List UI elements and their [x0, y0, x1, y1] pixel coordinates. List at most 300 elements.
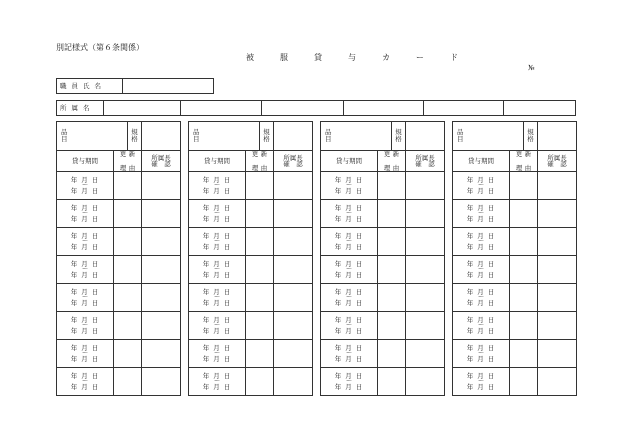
department-field-1[interactable]: [104, 101, 181, 116]
update-reason-cell[interactable]: [378, 340, 406, 368]
tilde-mark: ～: [477, 182, 484, 190]
manager-confirm-cell[interactable]: [142, 284, 181, 312]
end-date-label: 年月日: [70, 355, 103, 364]
tilde-mark: ～: [213, 182, 220, 190]
tilde-mark: ～: [81, 182, 88, 190]
department-label: 所属名: [57, 101, 104, 116]
period-header: 貸与期間: [453, 151, 510, 172]
update-reason-cell[interactable]: [378, 368, 406, 396]
period-header: 貸与期間: [57, 151, 114, 172]
start-date-label: 年月日: [334, 175, 367, 184]
manager-confirm-cell[interactable]: [538, 368, 577, 396]
manager-confirm-cell[interactable]: [274, 312, 313, 340]
update-reason-1a: 更: [383, 150, 391, 158]
start-date-label: 年月日: [70, 315, 103, 324]
table-row: [189, 228, 313, 256]
update-reason-header: [510, 151, 538, 172]
table-row: [57, 256, 181, 284]
tilde-mark: ～: [81, 238, 88, 246]
manager-confirm-cell[interactable]: [274, 284, 313, 312]
manager-confirm-cell[interactable]: [274, 256, 313, 284]
item-cell[interactable]: [321, 122, 392, 151]
loan-card-4: [452, 121, 577, 396]
tilde-mark: ～: [213, 266, 220, 274]
start-date-label: 年月日: [202, 203, 235, 212]
start-date-label: 年月日: [202, 315, 235, 324]
update-reason-1b: 理: [251, 163, 259, 172]
spec-label-1: 規: [131, 128, 138, 137]
spec-label-2: 格: [263, 135, 270, 143]
update-reason-2a: 新: [392, 150, 400, 158]
end-date-label: 年月日: [202, 271, 235, 280]
department-field-6[interactable]: [504, 101, 576, 116]
manager-confirm-cell[interactable]: [406, 368, 445, 396]
manager-confirm-header: [538, 151, 577, 172]
employee-name-label: 職員氏名: [57, 79, 123, 94]
department-table: [56, 100, 576, 116]
update-reason-cell[interactable]: [246, 312, 274, 340]
update-reason-2b: 由: [128, 163, 136, 172]
end-date-label: 年月日: [466, 187, 499, 196]
update-reason-cell[interactable]: [114, 228, 142, 256]
table-row: [57, 172, 181, 200]
start-date-label: 年月日: [466, 231, 499, 240]
spec-label-1: 規: [395, 128, 402, 137]
start-date-label: 年月日: [334, 315, 367, 324]
table-row: [57, 340, 181, 368]
manager-confirm-cell[interactable]: [538, 228, 577, 256]
manager-confirm-cell[interactable]: [274, 200, 313, 228]
end-date-label: 年月日: [466, 215, 499, 224]
end-date-label: 年月日: [202, 383, 235, 392]
period-cell[interactable]: [57, 172, 114, 200]
tilde-mark: ～: [213, 210, 220, 218]
end-date-label: 年月日: [334, 243, 367, 252]
period-cell[interactable]: [321, 368, 378, 396]
tilde-mark: ～: [213, 238, 220, 246]
manager-confirm-cell[interactable]: [538, 284, 577, 312]
tilde-mark: ～: [345, 266, 352, 274]
tilde-mark: ～: [81, 350, 88, 358]
period-cell[interactable]: [189, 172, 246, 200]
tilde-mark: ～: [213, 350, 220, 358]
update-reason-1a: 更: [251, 150, 259, 158]
manager-confirm-cell[interactable]: [142, 368, 181, 396]
tilde-mark: ～: [81, 210, 88, 218]
tilde-mark: ～: [81, 378, 88, 386]
tilde-mark: ～: [345, 350, 352, 358]
manager-confirm-cell[interactable]: [538, 312, 577, 340]
table-row: [321, 200, 445, 228]
start-date-label: 年月日: [202, 231, 235, 240]
end-date-label: 年月日: [70, 271, 103, 280]
manager-confirm-header: [142, 151, 181, 172]
manager-label-2: 確 認: [415, 160, 435, 169]
end-date-label: 年月日: [202, 355, 235, 364]
spec-field[interactable]: [406, 122, 445, 151]
start-date-label: 年月日: [334, 371, 367, 380]
period-cell[interactable]: [321, 172, 378, 200]
table-row: [57, 368, 181, 396]
table-row: [321, 228, 445, 256]
end-date-label: 年月日: [466, 383, 499, 392]
period-cell[interactable]: [57, 200, 114, 228]
update-reason-cell[interactable]: [378, 172, 406, 200]
start-date-label: 年月日: [334, 343, 367, 352]
period-cell[interactable]: [57, 312, 114, 340]
update-reason-cell[interactable]: [378, 256, 406, 284]
tilde-mark: ～: [213, 294, 220, 302]
update-reason-cell[interactable]: [510, 228, 538, 256]
update-reason-2a: 新: [260, 150, 268, 158]
table-row: [189, 172, 313, 200]
tilde-mark: ～: [81, 322, 88, 330]
department-field-2[interactable]: [181, 101, 262, 116]
manager-label-2: 確 認: [547, 160, 567, 169]
period-cell[interactable]: [453, 312, 510, 340]
tilde-mark: ～: [477, 350, 484, 358]
manager-confirm-cell[interactable]: [274, 228, 313, 256]
item-label-1: 品: [325, 128, 332, 137]
tilde-mark: ～: [477, 210, 484, 218]
tilde-mark: ～: [345, 182, 352, 190]
period-cell[interactable]: [321, 284, 378, 312]
manager-confirm-cell[interactable]: [142, 228, 181, 256]
manager-confirm-cell[interactable]: [538, 172, 577, 200]
update-reason-1a: 更: [119, 150, 127, 158]
period-cell[interactable]: [453, 256, 510, 284]
department-field-3[interactable]: [262, 101, 344, 116]
start-date-label: 年月日: [70, 203, 103, 212]
department-field-4[interactable]: [344, 101, 424, 116]
start-date-label: 年月日: [202, 259, 235, 268]
start-date-label: 年月日: [70, 231, 103, 240]
tilde-mark: ～: [213, 322, 220, 330]
period-cell[interactable]: [453, 228, 510, 256]
tilde-mark: ～: [345, 210, 352, 218]
end-date-label: 年月日: [202, 327, 235, 336]
table-row: [453, 340, 577, 368]
period-cell[interactable]: [321, 312, 378, 340]
spec-label-cell: [128, 122, 142, 151]
manager-confirm-cell[interactable]: [406, 312, 445, 340]
spec-label-cell: [392, 122, 406, 151]
end-date-label: 年月日: [202, 215, 235, 224]
spec-label-2: 格: [527, 135, 534, 143]
start-date-label: 年月日: [202, 343, 235, 352]
period-cell[interactable]: [57, 256, 114, 284]
item-cell[interactable]: [189, 122, 260, 151]
manager-confirm-cell[interactable]: [538, 200, 577, 228]
update-reason-cell[interactable]: [246, 256, 274, 284]
start-date-label: 年月日: [334, 231, 367, 240]
period-cell[interactable]: [189, 368, 246, 396]
end-date-label: 年月日: [70, 383, 103, 392]
tilde-mark: ～: [213, 378, 220, 386]
update-reason-cell[interactable]: [246, 284, 274, 312]
table-row: [453, 172, 577, 200]
update-reason-cell[interactable]: [114, 312, 142, 340]
period-cell[interactable]: [321, 340, 378, 368]
update-reason-header: [114, 151, 142, 172]
start-date-label: 年月日: [202, 371, 235, 380]
start-date-label: 年月日: [466, 287, 499, 296]
tilde-mark: ～: [81, 266, 88, 274]
update-reason-cell[interactable]: [246, 228, 274, 256]
update-reason-cell[interactable]: [378, 284, 406, 312]
end-date-label: 年月日: [334, 187, 367, 196]
period-cell[interactable]: [189, 340, 246, 368]
update-reason-cell[interactable]: [246, 340, 274, 368]
table-row: [189, 256, 313, 284]
tilde-mark: ～: [81, 294, 88, 302]
end-date-label: 年月日: [70, 215, 103, 224]
item-label-2: 目: [61, 135, 68, 143]
spec-label-2: 格: [131, 135, 138, 143]
tilde-mark: ～: [345, 238, 352, 246]
start-date-label: 年月日: [466, 259, 499, 268]
period-cell[interactable]: [189, 256, 246, 284]
manager-confirm-cell[interactable]: [274, 340, 313, 368]
item-label-1: 品: [61, 128, 68, 137]
period-cell[interactable]: [453, 284, 510, 312]
manager-label-2: 確 認: [151, 160, 171, 169]
start-date-label: 年月日: [70, 287, 103, 296]
update-reason-header: [378, 151, 406, 172]
end-date-label: 年月日: [466, 355, 499, 364]
form-note: 別記様式（第６条関係）: [56, 43, 144, 52]
spec-field[interactable]: [538, 122, 577, 151]
table-row: [189, 368, 313, 396]
end-date-label: 年月日: [466, 271, 499, 280]
manager-label-1: 所属長: [415, 153, 435, 162]
manager-label-1: 所属長: [283, 153, 303, 162]
manager-label-1: 所属長: [151, 153, 171, 162]
table-row: [453, 284, 577, 312]
start-date-label: 年月日: [70, 175, 103, 184]
update-reason-cell[interactable]: [378, 312, 406, 340]
period-cell[interactable]: [321, 200, 378, 228]
update-reason-2b: 由: [260, 163, 268, 172]
table-row: [57, 228, 181, 256]
end-date-label: 年月日: [334, 299, 367, 308]
manager-confirm-cell[interactable]: [142, 312, 181, 340]
spec-label-1: 規: [263, 128, 270, 137]
update-reason-cell[interactable]: [510, 284, 538, 312]
start-date-label: 年月日: [466, 175, 499, 184]
period-cell[interactable]: [189, 312, 246, 340]
spec-label-1: 規: [527, 128, 534, 137]
start-date-label: 年月日: [334, 287, 367, 296]
start-date-label: 年月日: [70, 343, 103, 352]
start-date-label: 年月日: [202, 287, 235, 296]
tilde-mark: ～: [345, 294, 352, 302]
table-row: [453, 368, 577, 396]
start-date-label: 年月日: [70, 371, 103, 380]
table-row: [321, 340, 445, 368]
table-row: [57, 312, 181, 340]
update-reason-cell[interactable]: [114, 172, 142, 200]
start-date-label: 年月日: [466, 343, 499, 352]
table-row: [321, 368, 445, 396]
end-date-label: 年月日: [334, 327, 367, 336]
table-row: [189, 200, 313, 228]
update-reason-1b: 理: [515, 163, 523, 172]
update-reason-cell[interactable]: [510, 340, 538, 368]
table-row: [57, 200, 181, 228]
tilde-mark: ～: [345, 378, 352, 386]
item-cell[interactable]: [453, 122, 524, 151]
period-header: 貸与期間: [321, 151, 378, 172]
table-row: [453, 200, 577, 228]
start-date-label: 年月日: [466, 315, 499, 324]
update-reason-cell[interactable]: [510, 200, 538, 228]
manager-confirm-cell[interactable]: [142, 340, 181, 368]
start-date-label: 年月日: [334, 259, 367, 268]
manager-confirm-cell[interactable]: [406, 172, 445, 200]
table-row: [321, 284, 445, 312]
spec-field[interactable]: [274, 122, 313, 151]
period-cell[interactable]: [321, 228, 378, 256]
end-date-label: 年月日: [466, 243, 499, 252]
table-row: [189, 312, 313, 340]
end-date-label: 年月日: [334, 355, 367, 364]
update-reason-cell[interactable]: [114, 284, 142, 312]
table-row: [453, 228, 577, 256]
manager-confirm-header: [406, 151, 445, 172]
department-field-5[interactable]: [424, 101, 504, 116]
end-date-label: 年月日: [70, 327, 103, 336]
update-reason-cell[interactable]: [510, 312, 538, 340]
period-header: 貸与期間: [189, 151, 246, 172]
update-reason-cell[interactable]: [378, 228, 406, 256]
table-row: [321, 312, 445, 340]
spec-field[interactable]: [142, 122, 181, 151]
manager-confirm-cell[interactable]: [406, 200, 445, 228]
end-date-label: 年月日: [334, 271, 367, 280]
period-cell[interactable]: [57, 284, 114, 312]
period-cell[interactable]: [189, 200, 246, 228]
update-reason-cell[interactable]: [246, 172, 274, 200]
manager-label-2: 確 認: [283, 160, 303, 169]
period-cell[interactable]: [453, 340, 510, 368]
start-date-label: 年月日: [466, 371, 499, 380]
update-reason-1a: 更: [515, 150, 523, 158]
spec-label-cell: [524, 122, 538, 151]
update-reason-cell[interactable]: [246, 200, 274, 228]
loan-card-3: [320, 121, 445, 396]
period-cell[interactable]: [453, 200, 510, 228]
tilde-mark: ～: [477, 378, 484, 386]
update-reason-cell[interactable]: [510, 172, 538, 200]
table-row: [453, 312, 577, 340]
manager-confirm-cell[interactable]: [538, 340, 577, 368]
form-title: 被 服 貸 与 カ ー ド: [246, 53, 467, 62]
item-cell[interactable]: [57, 122, 128, 151]
start-date-label: 年月日: [334, 203, 367, 212]
update-reason-cell[interactable]: [114, 340, 142, 368]
update-reason-cell[interactable]: [114, 200, 142, 228]
end-date-label: 年月日: [466, 327, 499, 336]
item-label-2: 目: [325, 135, 332, 143]
tilde-mark: ～: [477, 322, 484, 330]
manager-confirm-header: [274, 151, 313, 172]
period-cell[interactable]: [453, 368, 510, 396]
start-date-label: 年月日: [70, 259, 103, 268]
update-reason-cell[interactable]: [246, 368, 274, 396]
manager-label-1: 所属長: [547, 153, 567, 162]
manager-confirm-cell[interactable]: [142, 172, 181, 200]
update-reason-1b: 理: [119, 163, 127, 172]
period-cell[interactable]: [57, 340, 114, 368]
update-reason-cell[interactable]: [510, 368, 538, 396]
update-reason-2b: 由: [392, 163, 400, 172]
update-reason-cell[interactable]: [114, 368, 142, 396]
period-cell[interactable]: [57, 368, 114, 396]
end-date-label: 年月日: [202, 299, 235, 308]
manager-confirm-cell[interactable]: [142, 256, 181, 284]
update-reason-cell[interactable]: [114, 256, 142, 284]
employee-name-table: [56, 78, 214, 94]
tilde-mark: ～: [477, 266, 484, 274]
manager-confirm-cell[interactable]: [406, 228, 445, 256]
update-reason-cell[interactable]: [378, 200, 406, 228]
item-label-1: 品: [457, 128, 464, 137]
period-cell[interactable]: [321, 256, 378, 284]
period-cell[interactable]: [189, 284, 246, 312]
update-reason-header: [246, 151, 274, 172]
end-date-label: 年月日: [202, 243, 235, 252]
table-row: [321, 172, 445, 200]
start-date-label: 年月日: [466, 203, 499, 212]
period-cell[interactable]: [189, 228, 246, 256]
manager-confirm-cell[interactable]: [406, 284, 445, 312]
table-row: [189, 340, 313, 368]
table-row: [57, 284, 181, 312]
manager-confirm-cell[interactable]: [274, 172, 313, 200]
tilde-mark: ～: [477, 294, 484, 302]
update-reason-cell[interactable]: [510, 256, 538, 284]
table-row: [189, 284, 313, 312]
period-cell[interactable]: [453, 172, 510, 200]
tilde-mark: ～: [345, 322, 352, 330]
loan-card-2: [188, 121, 313, 396]
end-date-label: 年月日: [70, 299, 103, 308]
manager-confirm-cell[interactable]: [406, 340, 445, 368]
tilde-mark: ～: [477, 238, 484, 246]
employee-name-field[interactable]: [123, 79, 214, 94]
update-reason-2b: 由: [524, 163, 532, 172]
manager-confirm-cell[interactable]: [142, 200, 181, 228]
end-date-label: 年月日: [70, 187, 103, 196]
number-label: №: [528, 64, 535, 72]
item-label-2: 目: [457, 135, 464, 143]
end-date-label: 年月日: [70, 243, 103, 252]
table-row: [321, 256, 445, 284]
table-row: [453, 256, 577, 284]
update-reason-2a: 新: [524, 150, 532, 158]
end-date-label: 年月日: [202, 187, 235, 196]
start-date-label: 年月日: [202, 175, 235, 184]
manager-confirm-cell[interactable]: [274, 368, 313, 396]
manager-confirm-cell[interactable]: [538, 256, 577, 284]
spec-label-cell: [260, 122, 274, 151]
end-date-label: 年月日: [466, 299, 499, 308]
manager-confirm-cell[interactable]: [406, 256, 445, 284]
spec-label-2: 格: [395, 135, 402, 143]
item-label-1: 品: [193, 128, 200, 137]
period-cell[interactable]: [57, 228, 114, 256]
